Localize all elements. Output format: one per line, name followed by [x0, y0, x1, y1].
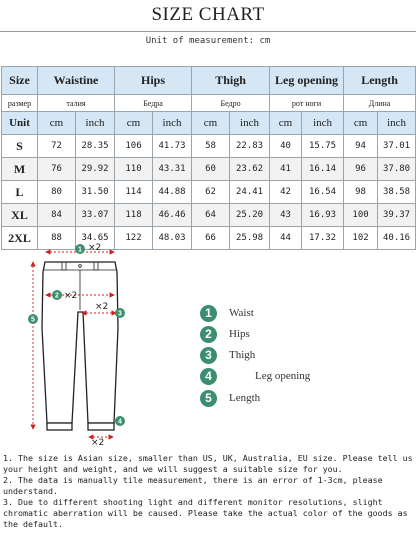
note-3: 3. Due to different shooting light and different monitor resolutions, slight chromatic aberration will be caused. Please take the actual color of the goods as the default.	[3, 497, 408, 529]
table-cell: 43	[270, 204, 302, 227]
header-hips: Hips	[115, 67, 192, 95]
ru-hips: Бедра	[115, 95, 192, 112]
legend-label: Waist	[229, 307, 254, 319]
size-cell: XL	[2, 204, 38, 227]
unit-cell: inch	[230, 112, 270, 135]
table-cell: 43.31	[153, 158, 192, 181]
table-cell: 34.65	[76, 227, 115, 250]
table-cell: 16.54	[302, 181, 344, 204]
table-cell: 60	[192, 158, 230, 181]
table-cell: 40.16	[378, 227, 416, 250]
unit-cell: cm	[270, 112, 302, 135]
unit-note: Unit of measurement: cm	[145, 36, 271, 46]
table-cell: 66	[192, 227, 230, 250]
legend-number-badge: 2	[200, 326, 217, 343]
header-length: Length	[344, 67, 416, 95]
unit-cell: inch	[302, 112, 344, 135]
table-cell: 15.75	[302, 135, 344, 158]
header-row	[2, 67, 416, 95]
legend-label: Leg opening	[255, 370, 311, 382]
marker-3-label: 3	[118, 310, 122, 318]
russian-row	[2, 95, 416, 112]
table-cell: 94	[344, 135, 378, 158]
table-cell: 28.35	[76, 135, 115, 158]
unit-row	[2, 112, 416, 135]
legend-number-badge: 1	[200, 305, 217, 322]
size-table	[1, 66, 416, 250]
table-cell: 58	[192, 135, 230, 158]
table-cell: 42	[270, 181, 302, 204]
table-cell: 41.73	[153, 135, 192, 158]
table-cell: 84	[38, 204, 76, 227]
unit-cell: inch	[76, 112, 115, 135]
size-cell: L	[2, 181, 38, 204]
table-row	[2, 158, 416, 181]
ru-thigh: Бедро	[192, 95, 270, 112]
table-cell: 16.14	[302, 158, 344, 181]
table-cell: 24.41	[230, 181, 270, 204]
table-row	[2, 204, 416, 227]
unit-cell: inch	[153, 112, 192, 135]
note-2: 2. The data is manually tile measurement, there is an error of 1-3cm, please understand.	[3, 475, 383, 496]
table-cell: 100	[344, 204, 378, 227]
table-cell: 80	[38, 181, 76, 204]
waist-times-label: ×2	[88, 243, 102, 253]
table-row	[2, 135, 416, 158]
ru-waist: талия	[38, 95, 115, 112]
unit-label: Unit	[2, 112, 38, 135]
page-title: SIZE CHART	[151, 4, 265, 25]
legend-label: Hips	[229, 328, 250, 340]
table-cell: 41	[270, 158, 302, 181]
table-cell: 122	[115, 227, 153, 250]
header-size: Size	[2, 67, 38, 95]
unit-cell: cm	[38, 112, 76, 135]
marker-1-label: 1	[78, 246, 82, 254]
unit-cell: inch	[378, 112, 416, 135]
ru-leg-opening: рот ноги	[270, 95, 344, 112]
legend-number-badge: 4	[200, 368, 217, 385]
table-cell: 23.62	[230, 158, 270, 181]
table-cell: 25.98	[230, 227, 270, 250]
table-cell: 96	[344, 158, 378, 181]
table-cell: 17.32	[302, 227, 344, 250]
marker-5-label: 5	[31, 316, 35, 324]
table-cell: 110	[115, 158, 153, 181]
leg-opening-times-label: ×2	[91, 438, 105, 448]
marker-2-label: 2	[55, 292, 59, 300]
table-cell: 33.07	[76, 204, 115, 227]
table-cell: 25.20	[230, 204, 270, 227]
size-cell: M	[2, 158, 38, 181]
table-cell: 46.46	[153, 204, 192, 227]
table-cell: 44.88	[153, 181, 192, 204]
legend-label: Thigh	[229, 349, 256, 361]
header-thigh: Thigh	[192, 67, 270, 95]
header-leg-opening: Leg opening	[270, 67, 344, 95]
hips-times-label: ×2	[64, 291, 78, 301]
unit-cell: cm	[192, 112, 230, 135]
marker-4-label: 4	[118, 418, 122, 426]
table-cell: 40	[270, 135, 302, 158]
ru-size: размер	[2, 95, 38, 112]
size-notes	[3, 453, 413, 530]
legend-label: Length	[229, 392, 261, 404]
note-1: 1. The size is Asian size, smaller than US, UK, Australia, EU size. Please tell us your height and weight, and we will suggest a suitable size for you.	[3, 453, 413, 474]
table-cell: 62	[192, 181, 230, 204]
table-cell: 114	[115, 181, 153, 204]
table-cell: 72	[38, 135, 76, 158]
size-cell: S	[2, 135, 38, 158]
size-cell: 2XL	[2, 227, 38, 250]
table-cell: 31.50	[76, 181, 115, 204]
table-cell: 102	[344, 227, 378, 250]
measurement-legend	[200, 305, 400, 410]
table-cell: 37.01	[378, 135, 416, 158]
table-cell: 38.58	[378, 181, 416, 204]
table-cell: 64	[192, 204, 230, 227]
title-divider	[0, 31, 416, 32]
table-cell: 76	[38, 158, 76, 181]
pants-diagram	[20, 240, 140, 450]
table-cell: 48.03	[153, 227, 192, 250]
table-cell: 98	[344, 181, 378, 204]
table-cell: 22.83	[230, 135, 270, 158]
table-cell: 29.92	[76, 158, 115, 181]
thigh-times-label: ×2	[95, 302, 109, 312]
table-cell: 106	[115, 135, 153, 158]
table-cell: 118	[115, 204, 153, 227]
table-cell: 37.80	[378, 158, 416, 181]
legend-number-badge: 5	[200, 390, 217, 407]
ru-length: Длина	[344, 95, 416, 112]
unit-cell: cm	[344, 112, 378, 135]
table-row	[2, 181, 416, 204]
unit-cell: cm	[115, 112, 153, 135]
header-waist: Waistine	[38, 67, 115, 95]
legend-number-badge: 3	[200, 347, 217, 364]
table-cell: 88	[38, 227, 76, 250]
table-cell: 44	[270, 227, 302, 250]
table-cell: 16.93	[302, 204, 344, 227]
table-cell: 39.37	[378, 204, 416, 227]
